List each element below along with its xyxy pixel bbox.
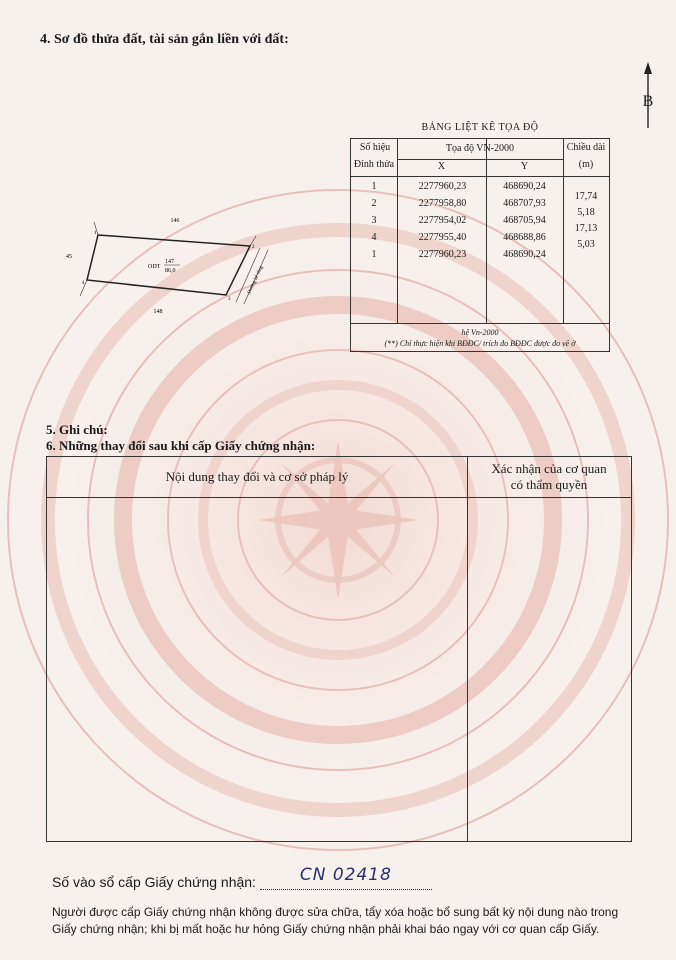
row-point: 3 xyxy=(371,215,377,226)
row-point: 4 xyxy=(371,232,377,243)
length: 5,03 xyxy=(577,239,595,250)
row-y: 468688,86 xyxy=(503,232,546,243)
north-label: B xyxy=(642,93,654,110)
col-y: Y xyxy=(520,161,529,172)
west-parcel: 45 xyxy=(66,254,72,260)
parcel-sketch xyxy=(60,212,290,322)
registry-field xyxy=(260,865,432,890)
row-point: 1 xyxy=(371,249,377,260)
row-point: 2 xyxy=(371,198,377,209)
changes-content-header: Nội dung thay đổi và cơ sở pháp lý xyxy=(165,469,349,484)
section-5-title: 5. Ghi chú: xyxy=(46,422,108,437)
row-point: 1 xyxy=(371,181,377,192)
col-toa-do: Tọa độ VN-2000 xyxy=(445,143,515,154)
length: 17,74 xyxy=(574,191,598,202)
row-x: 2277958,80 xyxy=(418,198,467,209)
col-so-hieu: Số hiệu xyxy=(359,142,391,153)
row-y: 468705,94 xyxy=(503,215,546,226)
col-dinh-thua: Đỉnh thửa xyxy=(353,159,395,170)
notice-text: Người được cấp Giấy chứng nhận không được sửa chữa, tẩy xóa hoặc bổ sung bất kỳ nội dung nào trong Giấy chứng nhận; khi bị mất hoặc hư hỏng Giấy chứng nhận phải khai báo ngay với cơ quan cấp Giấy. xyxy=(52,905,619,936)
coordinate-table xyxy=(350,118,610,348)
row-y: 468690,24 xyxy=(503,249,546,260)
coord-table-title: BẢNG LIỆT KÊ TỌA ĐỘ xyxy=(421,122,539,133)
land-code: ODT xyxy=(148,264,161,270)
note-text: (**) Chỉ thực hiện khi BĐĐC/ trích đo BĐĐC được đo vẽ ở xyxy=(384,339,576,348)
south-parcel: 148 xyxy=(153,309,163,315)
row-x: 2277954,02 xyxy=(418,215,467,226)
changes-table xyxy=(46,456,632,842)
coord-table-note xyxy=(350,324,610,352)
parcel-area: 86,0 xyxy=(165,268,176,274)
registry-label: Số vào sổ cấp Giấy chứng nhận: xyxy=(52,874,256,890)
section-4-title: 4. Sơ đồ thửa đất, tài sản gắn liền với đất: xyxy=(40,32,289,47)
road-label: Đường bê tông xyxy=(247,265,265,295)
row-x: 2277960,23 xyxy=(418,249,467,260)
authority-header-line1: Xác nhận của cơ quan xyxy=(491,461,607,476)
vertex-4: 4 xyxy=(82,281,85,286)
row-x: 2277960,23 xyxy=(418,181,467,192)
authority-header-line2: có thẩm quyền xyxy=(510,477,588,492)
row-x: 2277955,40 xyxy=(418,232,467,243)
vertex-1: 1 xyxy=(94,231,97,236)
north-arrow-icon xyxy=(636,62,660,132)
col-chieu-dai: Chiều dài xyxy=(566,142,606,153)
row-y: 468690,24 xyxy=(503,181,546,192)
registry-number: CN 02418 xyxy=(299,865,392,885)
length: 17,13 xyxy=(574,223,598,234)
row-y: 468707,93 xyxy=(503,198,546,209)
section-6-title: 6. Những thay đổi sau khi cấp Giấy chứng nhận: xyxy=(46,438,316,453)
parcel-number: 147 xyxy=(165,259,174,265)
changes-authority-header xyxy=(467,457,631,497)
note-system: hệ Vn-2000 xyxy=(461,328,499,337)
registry-line xyxy=(52,865,432,890)
vertex-3: 3 xyxy=(228,297,231,302)
north-parcel: 146 xyxy=(170,218,180,224)
vertex-2: 2 xyxy=(252,245,255,250)
col-x: X xyxy=(437,161,446,172)
col-chieu-dai-unit: (m) xyxy=(578,159,594,170)
length: 5,18 xyxy=(577,207,595,218)
